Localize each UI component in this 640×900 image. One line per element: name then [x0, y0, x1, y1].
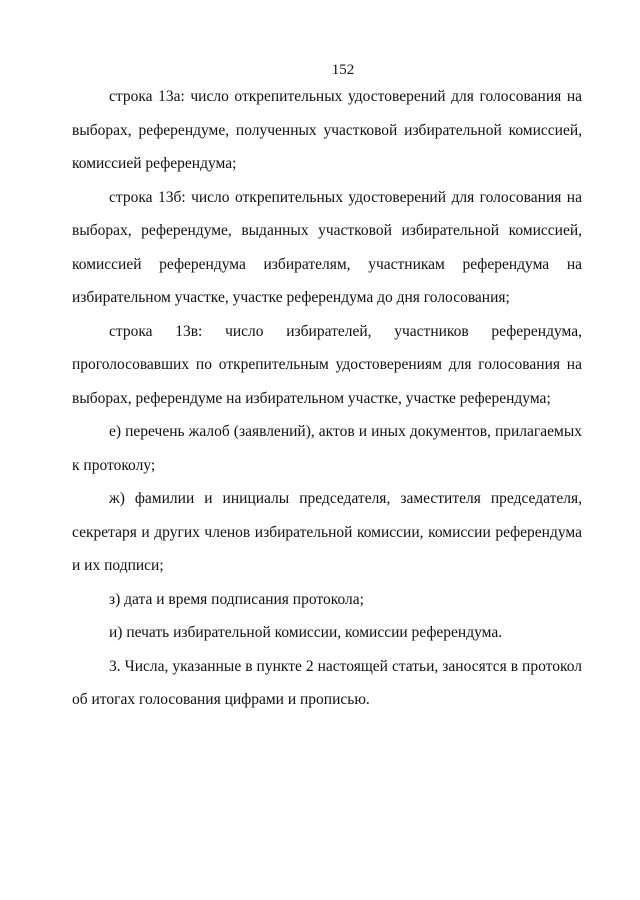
paragraph-line-13a: строка 13а: число открепительных удостоверений для голосования на выборах, референдуме, полученных участковой избирательной комиссией, комиссией референдума; [72, 88, 582, 172]
paragraph-item-zh: ж) фамилии и инициалы председателя, заместителя председателя, секретаря и других членов избирательной комиссии, комиссии референдума и их подписи; [72, 490, 582, 574]
document-body [72, 80, 582, 717]
paragraph-line-13v: строка 13в: число избирателей, участников референдума, проголосовавших по открепительным удостоверениям для голосования на выборах, референдуме на избирательном участке, участке референдума; [72, 322, 582, 407]
paragraph-item-z: з) дата и время подписания протокола; [109, 590, 364, 608]
paragraph-item-e: е) перечень жалоб (заявлений), актов и иных документов, прилагаемых к протоколу; [72, 423, 582, 474]
page-number: 152 [331, 62, 355, 78]
paragraph-line-13b: строка 13б: число открепительных удостоверений для голосования на выборах, референдуме, выданных участковой избирательной комиссией, комиссией референдума избирателям, участникам референдума на избирательном участке, участке референдума до дня голосования; [72, 188, 582, 306]
paragraph-item-i: и) печать избирательной комиссии, комиссии референдума. [109, 624, 503, 641]
paragraph-clause-3: 3. Числа, указанные в пункте 2 настоящей статьи, заносятся в протокол об итогах голосования цифрами и прописью. [72, 657, 582, 708]
